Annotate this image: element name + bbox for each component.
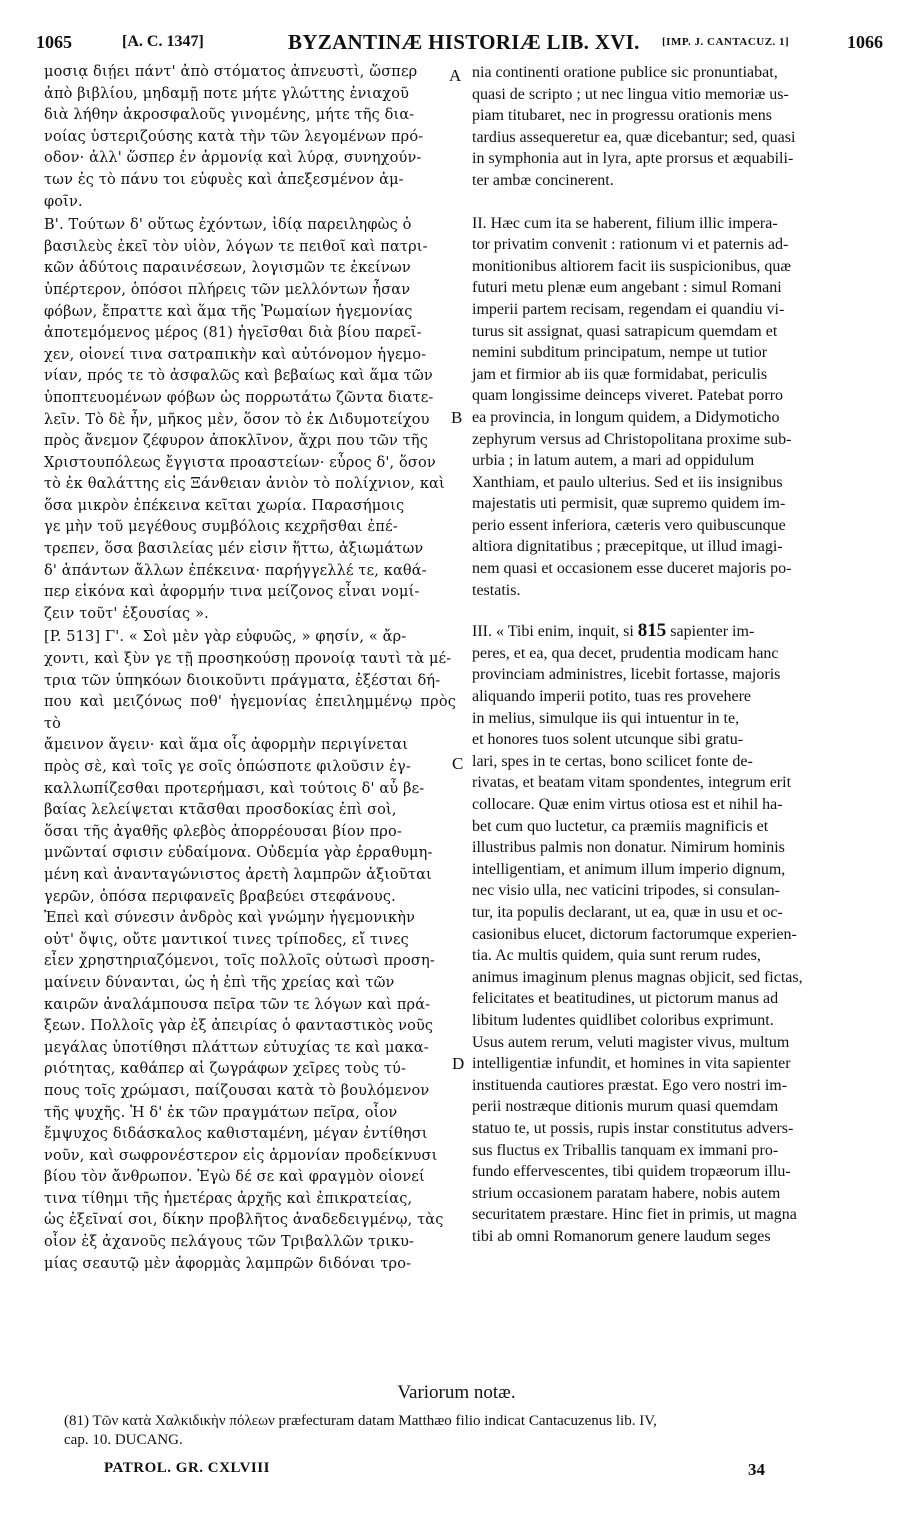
year-marker: [A. C. 1347] [122, 33, 204, 50]
latin-paragraph-3 [472, 620, 872, 1247]
running-title: BYZANTINÆ HISTORIÆ LIB. XVI. [288, 30, 640, 54]
greek-paragraph-1: μοσιᾳ διῄει πάντ' ἀπὸ στόματος ἀπνευστὶ, ὥσπερ ἀπὸ βιβλίου, μηδαμῇ ποτε μήτε γλώττης ἐνιαχοῦ διὰ λήθην ἀκροσφαλοῦς γινομένης, μήτε τῆς δια- νοίας ὑστεριζούσης κατὰ τὴν τῶν λεγομένων πρό- οδον· ἀλλ' ὥσπερ ἐν ἁρμονίᾳ καὶ λύρᾳ, συνηχούν- των ἐς τὸ πάνυ τοι εὐφυὲς καὶ ἀπεξεσμένον ἀμ- φοῖν. [44, 64, 424, 210]
latin-paragraph-3-rest: sapienter im- peres, et ea, qua decet, prudentia modicam hanc provinciam administres, licebit fortasse, majoris aliquando imperii potito, tuas res provehere in melius, simulque iis qui intuentur in te, et honores tuos solent utcunque sibi gratu- lari, spes in te certas, bono scilicet fonte de- rivatas, et beatam vitam spondentes, integrum erit collocare. Quæ enim virtus otiosa est et nihil ha- bet cum quo luctetur, ca præmiis magnificis et illustribus palmis non donatur. Nimirum hominis intelligentiam, et animum illum imperio dignum, nec visio ulla, nec vaticini tripodes, si consulan- tur, ita populis declarant, ut ea, quæ in usu et oc- casionibus elucet, dictorum factorumque experien- tia. Ac multis quidem, quia sunt rerum rudes, animus imaginum plenus magnas objicit, sed fictas, felicitates et beatitudines, ut pictorum manus ad libitum ludentes quidlibet coloribus exprimunt. Usus autem rerum, veluti magister vivus, multum intelligentiæ infundit, et homines in vita sapienter instituenda cautiores præstat. Ego vero nostri im- perii nostræque ditionis murum quasi quemdam statuo te, ut possis, rupis instar constitutus advers- sus fluctus ex Triballis tanquam ex immani pro- fundo effervescentes, tibi quidem tropæorum illu- strium occasionem paratam habere, nobis autem securitatem præstare. Hinc fiet in primis, ut magna tibi ab omni Romanorum genere laudum seges [472, 623, 803, 1245]
section-marker-a: A [449, 66, 462, 85]
section-marker-b: B [451, 408, 463, 427]
notes-heading: Variorum notæ. [397, 1382, 516, 1403]
column-number: 815 [637, 620, 667, 642]
emperor-marker: [IMP. J. CANTACUZ. 1] [662, 36, 790, 48]
latin-paragraph-2: II. Hæc cum ita se haberent, filium illic impera- tor privatim convenit : rationum vi et paternis ad- monitionibus altiorem facit iis suspicionibus, quæ futuri metu plenæ eum angebant : simul Romani imperii partem recisam, regendam ei quandiu vi- turus sit assignat, quasi satrapicum quemdam et nemini subditum principatum, nempe ut tutior jam et firmior ab iis quæ formidabat, periculis quam longissime deinceps viveret. Patebat porro ea provincia, in longum quidem, a Didymoticho zephyrum versus ad Christopolitana proxime sub- urbia ; in latum autem, a mari ad oppidulum Xanthiam, et paulo ulterius. Sed et iis insignibus majestatis uti permisit, quæ supremo quidem im- perio essent inferiora, cæteris vero quibuscunque altiora dignitatibus ; præcepitque, ut illud imagi- nem quasi et occasionem esse duceret majoris po- testatis. [472, 214, 792, 599]
latin-paragraph-3-start: III. « Tibi enim, inquit, si [472, 623, 638, 641]
section-marker-c: C [452, 754, 464, 773]
greek-paragraph-3: [P. 513] Γ'. « Σοὶ μὲν γὰρ εὐφυῶς, » φησίν, « ἄρ- χοντι, καὶ ξὺν γε τῇ προσηκούσῃ προνοίᾳ ταυτὶ τὰ μέ- τρια τῶν ὑπηκόων διοικοῦντι πράγματα, ἐξέσται δή- που καὶ μειζόνως ποθ' ἡγεμονίας ἐπειλημμένῳ πρὸς τὸ ἄμεινον ἄγειν· καὶ ἅμα οἷς ἀφορμὴν περιγίνεται πρὸς σὲ, καὶ τοῖς γε σοῖς ὁπώσποτε φιλοῦσιν ἐγ- καλλωπίζεσθαι προτερήμασι, καὶ τούτοις δ' αὖ βε- βαίας λελείψεται κτᾶσθαι προσδοκίας ἐπὶ σοὶ, ὅσαι τῆς ἀγαθῆς φλεβὸς ἀπορρέουσαι βίον προ- μνῶνταί σφισιν εὐδαίμονα. Οὐδεμία γὰρ ἐρραθυμη- μένη καὶ ἀνανταγώνιστος ἀρετὴ λαμπρῶν ἀξιοῦται γερῶν, ὁπόσα περιφανεῖς βραβεύει στεφάνους. Ἐπεὶ καὶ σύνεσιν ἀνδρὸς καὶ γνώμην ἡγεμονικὴν οὐτ' ὄψις, οὔτε μαντικοί τινες τρίποδες, εἴ τινες εἶεν χρηστηριαζόμενοι, τοῖς πολλοῖς οὑτωσὶ προση- μαίνειν δύνανται, ὡς ἡ ἐπὶ τῆς χρείας καὶ τῶν καιρῶν ἀναλάμπουσα πεῖρα τῶν τε λόγων καὶ πρά- ξεων. Πολλοῖς γὰρ ἐξ ἀπειρίας ὁ φανταστικὸς νοῦς μεγάλας ὑποτίθησι πλάττων εὐτυχίας τε καὶ μακα- ριότητας, καθάπερ αἱ ζωγράφων χεῖρες τοὺς τύ- πους τοῖς χρώμασι, παίζουσαι κατὰ τὸ βουλόμενον τῆς ψυχῆς. Ἡ δ' ἐκ τῶν πραγμάτων πεῖρα, οἷον ἔμψυχος διδάσκαλος καθισταμένη, μέγαν ἐντίθησι νοῦν, καὶ σωφρονέστερον εἰς ἁρμονίαν προδείκνυσι βίου τὸν ἄνθρωπον. Ἐγὼ δέ σε καὶ φραγμὸν οἱονεί τινα τίθημι τῆς ἡμετέρας ἀρχῆς καὶ ἐπικρατείας, ὡς ἐξεῖναί σοι, δίκην προβλῆτος ἀναδεδειγμένῳ, τὰς οἷον ἐξ ἀχανοῦς πελάγους τῶν Τριβαλλῶν τρικυ- μίας σεαυτῷ μὲν ἀφορμὰς λαμπρῶν διδόναι τρο- [44, 629, 456, 1272]
greek-paragraph-2: Β'. Τούτων δ' οὕτως ἐχόντων, ἰδίᾳ παρειληφὼς ὁ βασιλεὺς ἐκεῖ τὸν υἱὸν, λόγων τε πειθοῖ καὶ πατρι- κῶν ἀδύτοις παραινέσεων, λογισμῶν τε ἐκείνων ὑπέρτερον, ὁπόσοι πλήρεις τῶν μελλόντων ἦσαν φόβων, ἔπραττε καὶ ἅμα τῆς Ῥωμαίων ἡγεμονίας ἀποτεμόμενος μέρος (81) ἡγεῖσθαι διὰ βίου παρεῖ- χεν, οἱονεί τινα σατραπικὴν καὶ αὐτόνομον ἡγεμο- νίαν, πρός τε τὸ ἀσφαλῶς καὶ βεβαίως καὶ ἅμα τῶν ὑποπτευομένων φόβων ὡς πορρωτάτω ζῶντα διατε- λεῖν. Τὸ δὲ ἦν, μῆκος μὲν, ὅσον τὸ ἐκ Διδυμοτείχου πρὸς ἄνεμον ζέφυρον ἀποκλῖνον, ἄχρι που τῶν τῆς Χριστουπόλεως ἔγγιστα προαστείων· εὖρος δ', ὅσον τὸ ἐκ θαλάττης εἰς Ξάνθειαν ἀνιὸν τὸ πολίχνιον, καὶ ὅσα μικρὸν ἐπέκεινα κεῖται χωρία. Παρασήμοις γε μὴν τοῦ μεγέθους συμβόλοις κεχρῆσθαι ἐπέ- τρεπεν, ὅσα βασιλείας μέν εἰσιν ἥττω, ἀξιωμάτων δ' ἁπάντων ἄλλων ἐπέκεινα· παρήγγελλέ τε, καθά- περ εἰκόνα καὶ ἀφορμήν τινα μείζονος εἶναι νομί- ζειν τοῦτ' ἐξουσίας ». [44, 217, 445, 622]
latin-paragraph-1: nia continenti oratione publice sic pronuntiabat, quasi de scripto ; ut nec lingua vitio memoriæ us- piam titubaret, nec in progressu orationis mens tardius assequeretur ea, quæ dicebantur; sed, quasi in symphonia aut in lyra, apte prorsus et æquabili- ter ambæ concinerent. [472, 64, 796, 189]
right-page-number: 1066 [847, 32, 883, 52]
signature-number: 34 [748, 1460, 765, 1479]
greek-column [44, 62, 456, 1275]
footnote-81: (81) Τῶν κατὰ Χαλκιδικὴν πόλεων præfecturam datam Matthæo filio indicat Cantacuzenus lib. IV, cap. 10. DUCANG. [64, 1413, 657, 1448]
section-marker-d: D [452, 1054, 465, 1073]
latin-column [472, 62, 872, 1247]
page-header [36, 30, 883, 54]
left-page-number: 1065 [36, 32, 72, 52]
series-signature: PATROL. GR. CXLVIII [104, 1460, 270, 1476]
